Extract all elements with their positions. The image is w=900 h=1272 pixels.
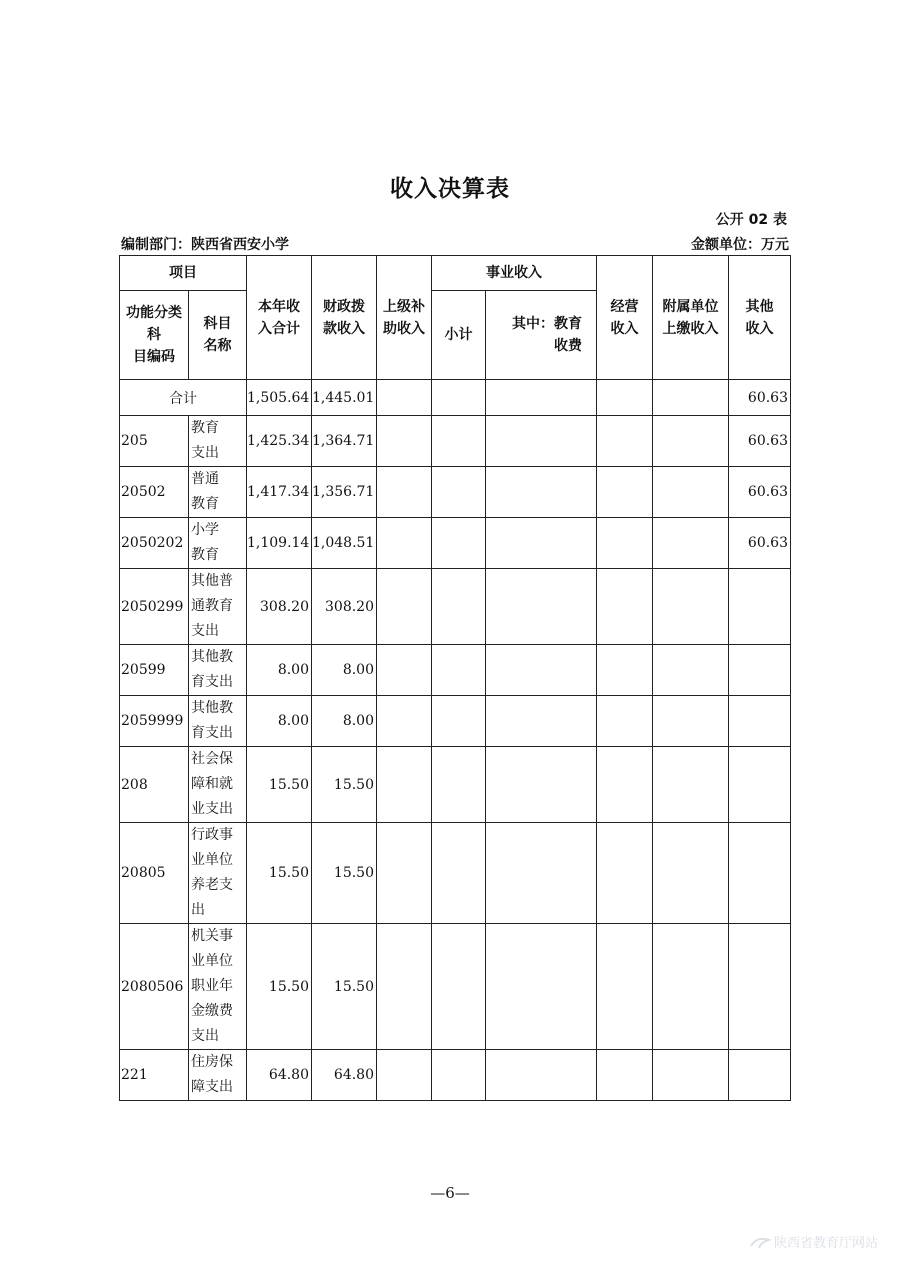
table-row: [120, 1050, 791, 1101]
edu-fee-cell: [486, 416, 597, 467]
other-income-cell: [729, 823, 791, 924]
upper-subsidy-cell: [377, 747, 432, 823]
fiscal-cell: 1,048.51: [312, 518, 377, 569]
upper-subsidy-cell: [377, 569, 432, 645]
operating-cell: [597, 467, 653, 518]
func-code-cell: 2050202: [120, 518, 189, 569]
form-number: 公开 02 表: [715, 212, 787, 228]
other-income-cell: [729, 696, 791, 747]
subject-name-cell: 行政事 业单位 养老支 出: [189, 823, 247, 924]
total-fiscal-cell: 1,445.01: [312, 380, 377, 416]
total-income-cell: 15.50: [247, 747, 312, 823]
upper-subsidy-cell: [377, 645, 432, 696]
fiscal-cell: 8.00: [312, 645, 377, 696]
department-label: 编制部门：陕西省西安小学: [121, 237, 289, 253]
header-affiliated: 附属单位 上缴收入: [653, 256, 729, 380]
header-subject-name: 科目 名称: [189, 291, 247, 380]
other-income-cell: [729, 924, 791, 1050]
fiscal-cell: 15.50: [312, 823, 377, 924]
header-operating: 经营 收入: [597, 256, 653, 380]
total-income-cell: 1,109.14: [247, 518, 312, 569]
header-func-code: 功能分类科 目编码: [120, 291, 189, 380]
edu-fee-cell: [486, 518, 597, 569]
table-row: [120, 518, 791, 569]
edu-fee-cell: [486, 924, 597, 1050]
affiliated-cell: [653, 823, 729, 924]
edu-fee-cell: [486, 569, 597, 645]
affiliated-cell: [653, 467, 729, 518]
header-of-which-edu: 其中：教育 收费: [486, 291, 597, 380]
func-code-cell: 20502: [120, 467, 189, 518]
edu-fee-cell: [486, 645, 597, 696]
total-income-cell: 64.80: [247, 1050, 312, 1101]
other-income-cell: [729, 569, 791, 645]
upper-subsidy-cell: [377, 1050, 432, 1101]
affiliated-cell: [653, 416, 729, 467]
fiscal-cell: 1,364.71: [312, 416, 377, 467]
subject-name-cell: 教育 支出: [189, 416, 247, 467]
fiscal-cell: 308.20: [312, 569, 377, 645]
subtotal-cell: [432, 823, 486, 924]
upper-subsidy-cell: [377, 823, 432, 924]
subject-name-cell: 其他普 通教育 支出: [189, 569, 247, 645]
affiliated-cell: [653, 569, 729, 645]
total-income-cell: 1,425.34: [247, 416, 312, 467]
table-row: [120, 645, 791, 696]
func-code-cell: 20599: [120, 645, 189, 696]
table-row: [120, 924, 791, 1050]
header-other: 其他 收入: [729, 256, 791, 380]
total-income-cell: 1,417.34: [247, 467, 312, 518]
watermark-logo-icon: [749, 1234, 771, 1250]
affiliated-cell: [653, 518, 729, 569]
operating-cell: [597, 416, 653, 467]
func-code-cell: 221: [120, 1050, 189, 1101]
table-row: [120, 747, 791, 823]
unit-label: 金额单位：万元: [691, 237, 789, 253]
upper-subsidy-cell: [377, 416, 432, 467]
subtotal-cell: [432, 924, 486, 1050]
total-income-cell: 8.00: [247, 696, 312, 747]
subject-name-cell: 住房保 障支出: [189, 1050, 247, 1101]
table-row: [120, 696, 791, 747]
header-fiscal: 财政拨 款收入: [312, 256, 377, 380]
subject-name-cell: 其他教 育支出: [189, 696, 247, 747]
operating-cell: [597, 924, 653, 1050]
other-income-cell: 60.63: [729, 416, 791, 467]
operating-cell: [597, 696, 653, 747]
income-table: [119, 255, 791, 1101]
table-row: [120, 569, 791, 645]
header-upper-subsidy: 上级补 助收入: [377, 256, 432, 380]
operating-cell: [597, 823, 653, 924]
total-other-cell: 60.63: [729, 380, 791, 416]
subtotal-cell: [432, 696, 486, 747]
upper-subsidy-cell: [377, 518, 432, 569]
edu-fee-cell: [486, 823, 597, 924]
table-row: [120, 467, 791, 518]
header-item: 项目: [120, 256, 247, 291]
subject-name-cell: 其他教 育支出: [189, 645, 247, 696]
operating-cell: [597, 645, 653, 696]
operating-cell: [597, 569, 653, 645]
func-code-cell: 2059999: [120, 696, 189, 747]
table-row: [120, 416, 791, 467]
subject-name-cell: 机关事 业单位 职业年 金缴费 支出: [189, 924, 247, 1050]
func-code-cell: 208: [120, 747, 189, 823]
fiscal-cell: 64.80: [312, 1050, 377, 1101]
upper-subsidy-cell: [377, 924, 432, 1050]
affiliated-cell: [653, 924, 729, 1050]
operating-cell: [597, 1050, 653, 1101]
affiliated-cell: [653, 645, 729, 696]
subject-name-cell: 社会保 障和就 业支出: [189, 747, 247, 823]
upper-subsidy-cell: [377, 696, 432, 747]
upper-subsidy-cell: [377, 467, 432, 518]
affiliated-cell: [653, 696, 729, 747]
total-income-cell: 1,505.64: [247, 380, 312, 416]
total-label: 合计: [120, 380, 247, 416]
affiliated-cell: [653, 747, 729, 823]
edu-fee-cell: [486, 747, 597, 823]
fiscal-cell: 15.50: [312, 924, 377, 1050]
other-income-cell: 60.63: [729, 467, 791, 518]
watermark-text: 陕西省教育厅网站: [773, 1236, 878, 1251]
edu-fee-cell: [486, 467, 597, 518]
edu-fee-cell: [486, 696, 597, 747]
total-income-cell: 15.50: [247, 823, 312, 924]
header-total-income: 本年收 入合计: [247, 256, 312, 380]
subtotal-cell: [432, 569, 486, 645]
affiliated-cell: [653, 1050, 729, 1101]
other-income-cell: 60.63: [729, 518, 791, 569]
page-number: —6—: [430, 1184, 470, 1202]
subtotal-cell: [432, 416, 486, 467]
subject-name-cell: 小学 教育: [189, 518, 247, 569]
header-business-income: 事业收入: [432, 256, 597, 291]
func-code-cell: 2080506: [120, 924, 189, 1050]
operating-cell: [597, 747, 653, 823]
site-watermark: [749, 1232, 878, 1251]
other-income-cell: [729, 747, 791, 823]
operating-cell: [597, 518, 653, 569]
other-income-cell: [729, 1050, 791, 1101]
subject-name-cell: 普通 教育: [189, 467, 247, 518]
subtotal-cell: [432, 747, 486, 823]
func-code-cell: 205: [120, 416, 189, 467]
table-row: [120, 823, 791, 924]
func-code-cell: 20805: [120, 823, 189, 924]
total-income-cell: 15.50: [247, 924, 312, 1050]
total-income-cell: 8.00: [247, 645, 312, 696]
header-subtotal: 小计: [432, 291, 486, 380]
subtotal-cell: [432, 518, 486, 569]
subtotal-cell: [432, 1050, 486, 1101]
fiscal-cell: 15.50: [312, 747, 377, 823]
page-title: 收入决算表: [390, 176, 510, 202]
total-row: [120, 380, 791, 416]
fiscal-cell: 1,356.71: [312, 467, 377, 518]
subtotal-cell: [432, 467, 486, 518]
edu-fee-cell: [486, 1050, 597, 1101]
other-income-cell: [729, 645, 791, 696]
subtotal-cell: [432, 645, 486, 696]
total-income-cell: 308.20: [247, 569, 312, 645]
func-code-cell: 2050299: [120, 569, 189, 645]
fiscal-cell: 8.00: [312, 696, 377, 747]
